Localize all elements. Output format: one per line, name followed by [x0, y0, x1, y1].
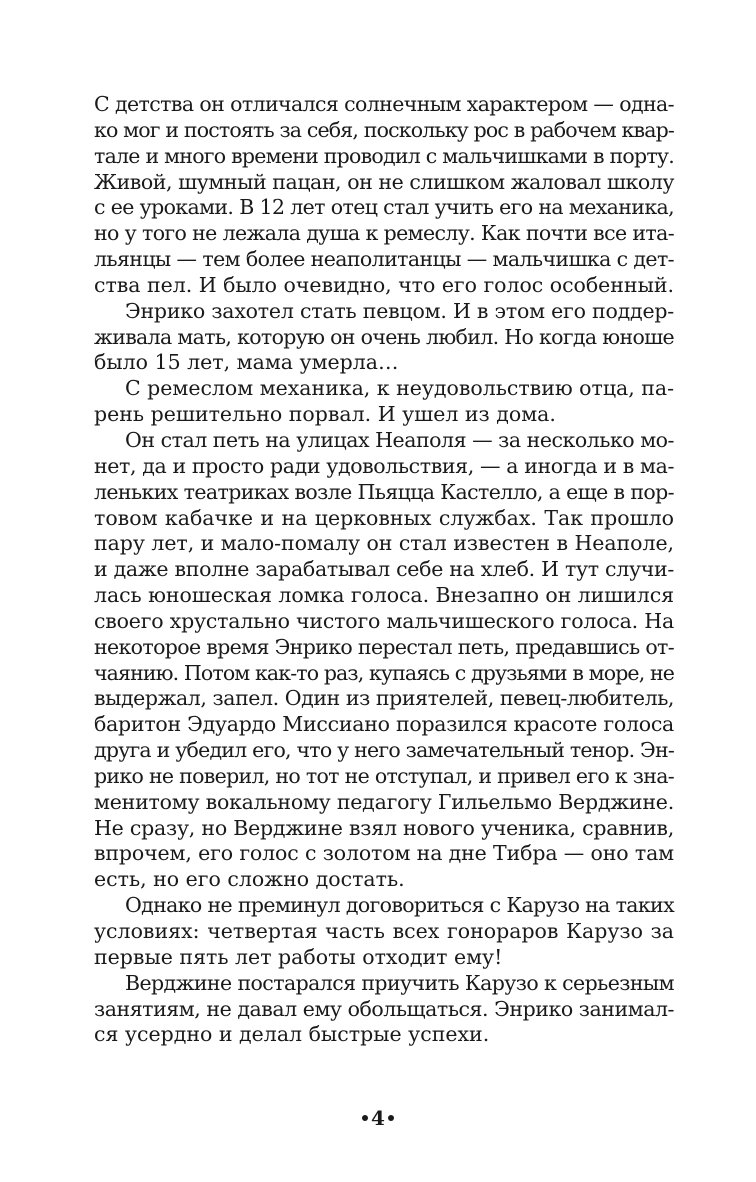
text-line: Он стал петь на улицах Неаполя — за несколько мо- — [125, 427, 674, 452]
text-line: нет, да и просто ради удовольствия, — а иногда и в ма- — [94, 453, 674, 478]
text-line: С детства он отличался солнечным характером — одна- — [94, 92, 674, 116]
text-line: рико не поверил, но тот не отступал, и привел его к зна- — [94, 763, 674, 788]
paragraph — [94, 893, 674, 971]
text-line: льянцы — тем более неаполитанцы — мальчишка с дет- — [94, 247, 674, 272]
text-line: пару лет, и мало-помалу он стал известен в Неаполе, — [94, 531, 675, 556]
text-line: чаянию. Потом как-то раз, купаясь с друзьями в море, не — [94, 660, 675, 685]
text-line: своего хрустально чистого мальчишеского голоса. На — [94, 608, 674, 633]
page-number-value: 4 — [371, 1106, 385, 1130]
text-line: леньких театриках возле Пьяцца Кастелло, а еще в пор- — [94, 479, 674, 504]
paragraph — [94, 971, 674, 1049]
text-line: но у того не лежала душа к ремеслу. Как почти все ита- — [94, 221, 674, 246]
text-line: есть, но его сложно достать. — [94, 867, 405, 892]
text-line: и даже вполне зарабатывал себе на хлеб. И тут случи- — [94, 557, 675, 582]
paragraph — [94, 428, 674, 893]
text-line: Однако не преминул договориться с Карузо на таких — [125, 893, 674, 918]
text-line: рень решительно порвал. И ушел из дома. — [94, 402, 556, 427]
text-line: ства пел. И было очевидно, что его голос особенный. — [94, 272, 674, 297]
page-number-dot-left — [362, 1115, 368, 1121]
paragraph — [94, 299, 674, 377]
text-line: с ее уроками. В 12 лет отец стал учить его на механика, — [94, 195, 675, 220]
body-text — [94, 92, 674, 1048]
text-line: Верджине постарался приучить Карузо к серьезным — [125, 970, 675, 995]
page-number-dot-right — [388, 1115, 394, 1121]
text-line: живала мать, которую он очень любил. Но когда юноше — [94, 324, 674, 349]
text-line: Энрико захотел стать певцом. И в этом его поддер- — [125, 298, 674, 323]
text-line: баритон Эдуардо Миссиано поразился красоте голоса — [94, 712, 675, 737]
text-line: было 15 лет, мама умерла… — [94, 350, 399, 375]
page-number — [0, 1106, 756, 1130]
text-line: некоторое время Энрико перестал петь, предавшись от- — [94, 634, 675, 659]
text-line: товом кабачке и на церковных службах. Так прошло — [94, 505, 674, 530]
text-line: С ремеслом механика, к неудовольствию отца, па- — [125, 376, 674, 401]
text-line: ко мог и постоять за себя, поскольку рос в рабочем квар- — [94, 117, 674, 142]
paragraph — [94, 92, 674, 299]
text-line: лась юношеская ломка голоса. Внезапно он лишился — [94, 583, 675, 608]
text-line: ся усердно и делал быстрые успехи. — [94, 1022, 490, 1047]
text-line: впрочем, его голос с золотом на дне Тибра — оно там — [94, 841, 674, 866]
text-line: первые пять лет работы отходит ему! — [94, 944, 503, 969]
text-line: тале и много времени проводил с мальчишками в порту. — [94, 143, 674, 168]
text-line: выдержал, запел. Один из приятелей, певец-любитель, — [94, 686, 675, 711]
text-line: Живой, шумный пацан, он не слишком жаловал школу — [94, 169, 674, 194]
text-line: занятиям, не давал ему обольщаться. Энрико занимал- — [94, 996, 675, 1021]
text-line: Не сразу, но Верджине взял нового ученика, сравнив, — [94, 815, 675, 840]
paragraph — [94, 376, 674, 428]
text-line: друга и убедил его, что у него замечательный тенор. Эн- — [94, 738, 674, 763]
text-line: менитому вокальному педагогу Гильельмо Верджине. — [94, 789, 674, 814]
text-line: условиях: четвертая часть всех гонораров Карузо за — [94, 919, 674, 943]
